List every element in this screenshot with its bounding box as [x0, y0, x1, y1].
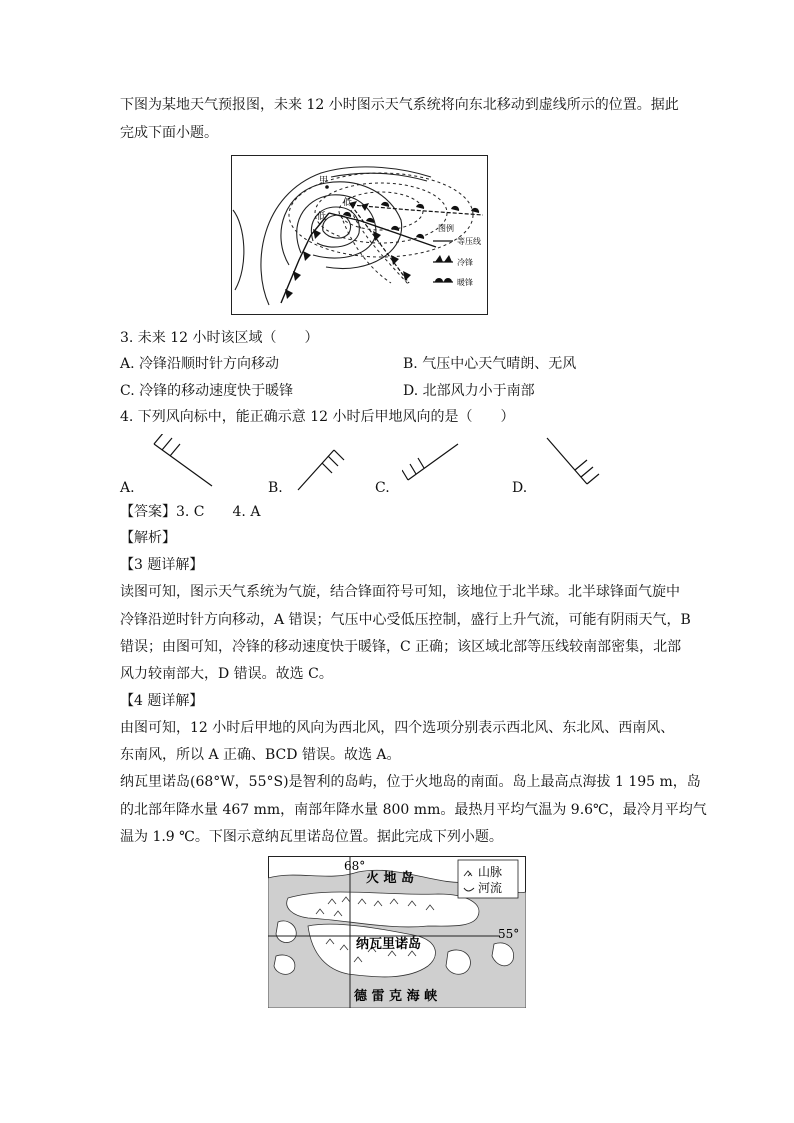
detail-3-line: 风力较南部大，D 错误。故选 C。	[120, 666, 333, 682]
q3-option-d: D. 北部风力小于南部	[403, 383, 535, 399]
wind-barb-b	[296, 438, 346, 494]
wind-barb-d	[543, 434, 603, 490]
label-low-forecast: 低	[343, 198, 353, 208]
q3-stem: 3. 未来 12 小时该区域（ ）	[120, 330, 319, 346]
wind-barb-a	[150, 434, 220, 490]
detail-4-line: 由图可知，12 小时后甲地的风向为西北风，四个选项分别表示西北风、东北风、西南风、	[120, 720, 675, 736]
label-jia: 甲	[319, 176, 329, 186]
passage2-line: 的北部年降水量 467 mm，南部年降水量 800 mm。最热月平均气温为 9.6℃，最冷月平均气	[120, 802, 707, 818]
latitude-label: 55°	[498, 927, 520, 941]
legend-warm: 暖锋	[457, 278, 473, 287]
legend-river: 河流	[478, 881, 503, 895]
weather-map	[231, 155, 488, 315]
detail-3-line: 读图可知，图示天气系统为气旋，结合锋面符号可知，该地位于北半球。北半球锋面气旋中	[120, 584, 680, 600]
drake-passage-label: 德 雷 克 海 峡	[354, 989, 438, 1004]
legend-isobar: 等压线	[457, 237, 481, 246]
q4-option-d: D.	[512, 480, 528, 496]
intro-line-1: 下图为某地天气预报图，未来 12 小时图示天气系统将向东北移动到虚线所示的位置。据此	[120, 97, 679, 113]
detail-4-title: 【4 题详解】	[120, 693, 204, 709]
passage2-line: 纳瓦里诺岛(68°W，55°S)是智利的岛屿，位于火地岛的南面。岛上最高点海拔 1 195 m，岛	[120, 774, 701, 790]
detail-4-line: 东南风，所以 A 正确、BCD 错误。故选 A。	[120, 747, 401, 763]
legend-cold: 冷锋	[457, 258, 473, 267]
detail-3-title: 【3 题详解】	[120, 557, 204, 573]
island-map	[268, 856, 526, 1008]
q4-stem: 4. 下列风向标中，能正确示意 12 小时后甲地风向的是（ ）	[120, 409, 515, 425]
passage2-line: 温为 1.9 ℃。下图示意纳瓦里诺岛位置。据此完成下列小题。	[120, 829, 503, 845]
q4-option-c: C.	[375, 480, 390, 496]
q3-option-c: C. 冷锋的移动速度快于暖锋	[120, 383, 294, 399]
legend-title: 图例	[438, 224, 454, 233]
detail-3-line: 错误；由图可知，冷锋的移动速度快于暖锋，C 正确；该区域北部等压线较南部密集，北部	[120, 639, 682, 655]
longitude-label: 68°	[344, 859, 366, 873]
navarino-label: 纳瓦里诺岛	[356, 937, 422, 952]
q3-option-b: B. 气压中心天气晴朗、无风	[403, 356, 577, 372]
q3-option-a: A. 冷锋沿顺时针方向移动	[120, 356, 280, 372]
detail-3-line: 冷锋沿逆时针方向移动，A 错误；气压中心受低压控制，盛行上升气流，可能有阴雨天气，B	[120, 612, 691, 628]
analysis-title: 【解析】	[120, 530, 176, 546]
answer: 【答案】3. C 4. A	[120, 504, 261, 520]
legend-mountain: 山脉	[478, 865, 503, 879]
q4-option-b: B.	[268, 480, 283, 496]
label-low: 低	[317, 212, 327, 222]
wind-barb-c	[402, 440, 462, 490]
intro-line-2: 完成下面小题。	[120, 125, 218, 141]
fire-island-label: 火 地 岛	[366, 871, 415, 886]
q4-option-a: A.	[120, 480, 135, 496]
